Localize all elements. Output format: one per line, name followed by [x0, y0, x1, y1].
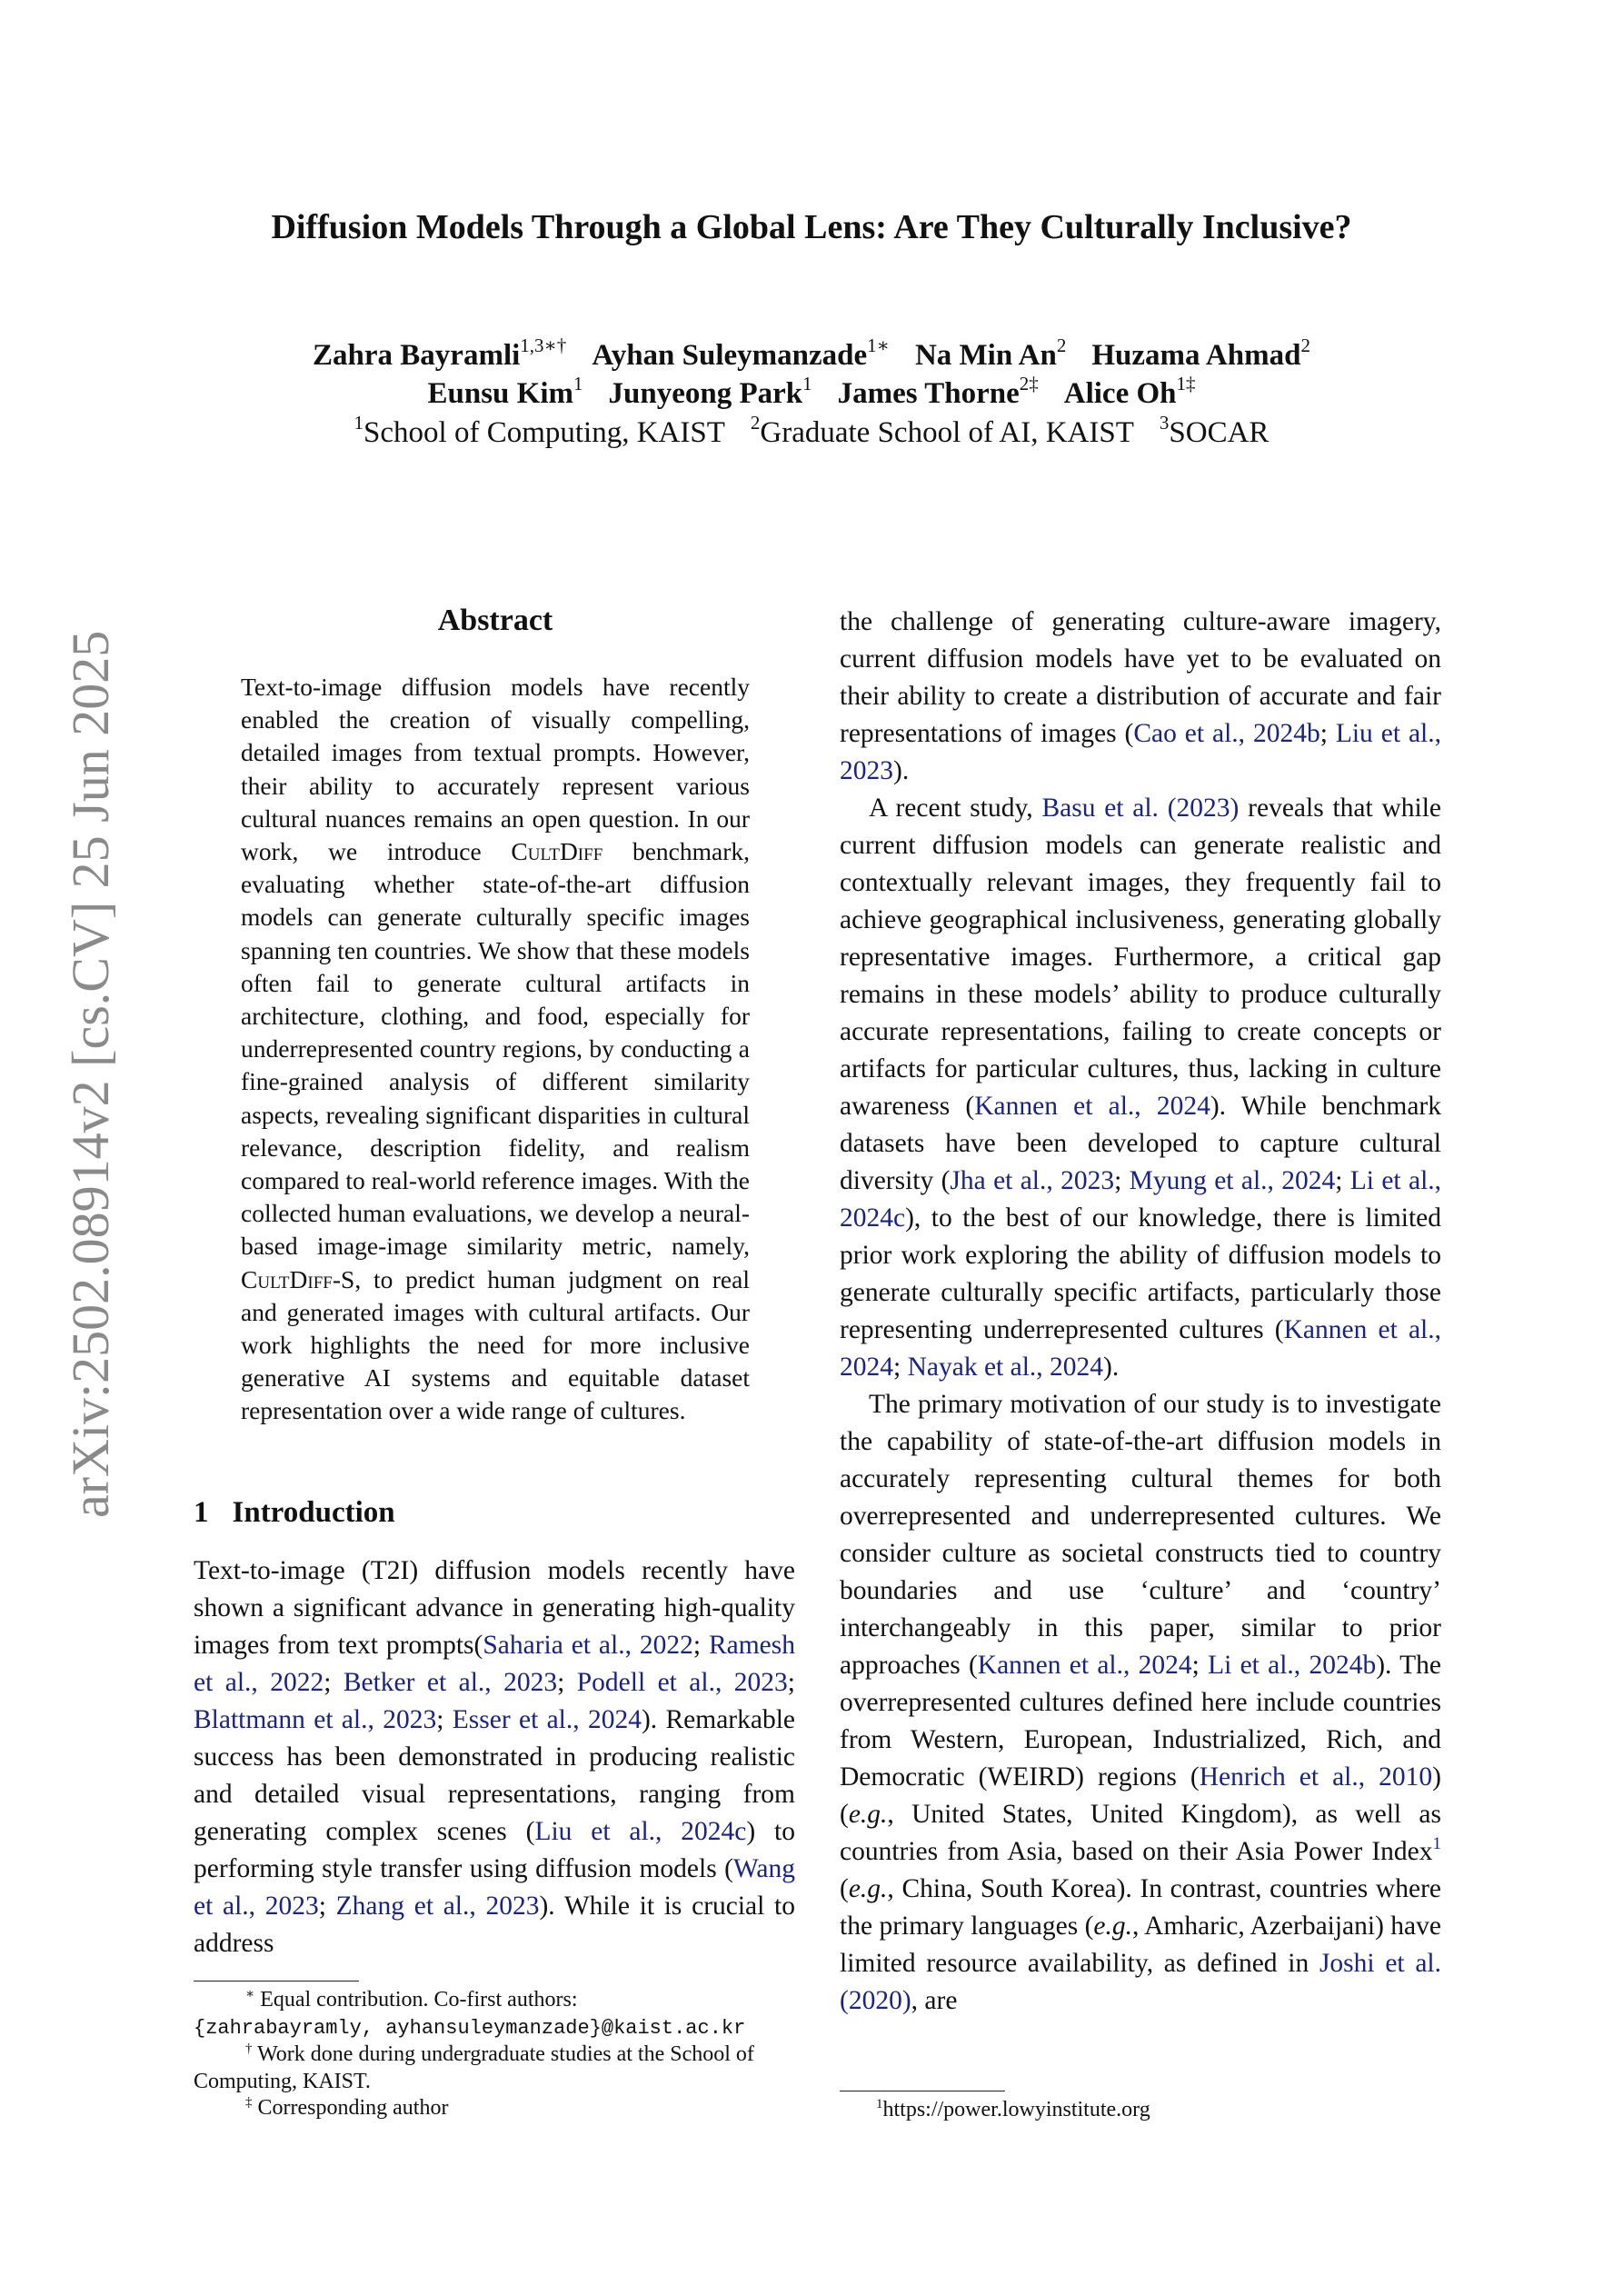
citation-link[interactable]: Myung et al., 2024 [1129, 1166, 1336, 1195]
footnote-url [876, 2098, 1150, 2122]
citation-link[interactable]: Li et al., 2024c [840, 1166, 1442, 1233]
author-emails: {zahrabayramly, ayhansuleymanzade}@kaist.ac.kr [194, 2016, 746, 2040]
body-text: ). While benchmark datasets have been developed to capture cultural diversity ( [840, 1092, 1441, 1195]
citation-link[interactable]: Liu et al., 2023 [840, 719, 1441, 785]
citation-link[interactable]: Betker et al., 2023 [343, 1668, 558, 1697]
citation-link[interactable]: Esser et al., 2024 [452, 1705, 642, 1734]
italic-eg: e.g. [848, 1800, 888, 1829]
citation-link[interactable]: Kannen et al., 2024 [977, 1651, 1192, 1680]
footnote-email [194, 2014, 795, 2042]
body-text: ( [840, 1874, 849, 1903]
affiliation-marker: 1 [353, 412, 364, 434]
body-text: ). While it is crucial to address [194, 1892, 795, 1958]
citation-link[interactable]: Joshi et al. [1319, 1949, 1441, 1978]
body-text: ). The overrepresented cultures defined here include countries from Western, European, Industrialized, Rich, and Democratic (WEIRD) regions ( [840, 1651, 1441, 1792]
citation-link[interactable]: Henrich et al., 2010 [1199, 1762, 1433, 1792]
citation-link[interactable]: Podell et al., 2023 [576, 1668, 788, 1697]
body-text: Text-to-image (T2I) diffusion models recently have shown a significant advance in generating high-quality images from text prompts( [194, 1556, 795, 1660]
body-text: A recent study, [869, 794, 1042, 823]
italic-eg: e.g. [1093, 1912, 1132, 1941]
author-marker: 2‡ [1019, 373, 1039, 394]
affiliations [0, 414, 1623, 452]
citation-link[interactable]: Wang et al., 2023 [194, 1854, 795, 1921]
citation-link[interactable]: Nayak et al., 2024 [907, 1353, 1104, 1382]
affiliation: School of Computing, KAIST [363, 416, 725, 449]
footnote [194, 2041, 795, 2095]
citation-year[interactable]: (2023) [1167, 794, 1240, 823]
citation-link[interactable]: Kannen et al., 2024 [840, 1315, 1441, 1382]
footnote [194, 2095, 795, 2122]
body-text: the challenge of generating culture-aware imagery, current diffusion models have yet to be evaluated on their ability to create a distribution of accurate and fair representations of images ( [840, 607, 1441, 748]
abstract-fragment: , to predict human judgment on real and generated images with cultural artifacts. Our work highlights the need for more inclusive generative AI systems and equitable dataset representation over a wide range of cultures. [241, 1264, 750, 1425]
author-name: Na Min An [914, 339, 1057, 372]
footnote-text: Corresponding author [252, 2096, 449, 2120]
citation-link[interactable]: Blattmann et al., 2023 [194, 1705, 437, 1734]
author-marker: 1,3∗† [520, 334, 567, 356]
citation-link[interactable]: Liu et al., 2024c [534, 1817, 747, 1846]
author-marker: 1‡ [1176, 373, 1196, 394]
author-name: Eunsu Kim [427, 377, 573, 410]
footnote-marker: ∗ [245, 1987, 255, 2002]
abstract-heading: Abstract [437, 604, 553, 637]
author-name: Junyeong Park [608, 377, 803, 410]
author-marker: 2 [1300, 334, 1310, 356]
affiliation: Graduate School of AI, KAIST [760, 416, 1134, 449]
footnote-text: Work done during undergraduate studies at the School of Computing, KAIST. [194, 2042, 754, 2093]
body-text: , United States, United Kingdom), as well as countries from Asia, based on their Asia Power Index [840, 1800, 1441, 1866]
citation-link[interactable]: Basu et al. [1041, 794, 1159, 823]
abstract-fragment: Text-to-image diffusion models have recently enabled the creation of visually compelling, detailed images from textual prompts. However, their ability to accurately represent various cultural nuances remains an open question. In our work, we introduce [241, 673, 750, 866]
author-marker: 1 [802, 373, 812, 394]
body-text: , China, South Korea). In contrast, countries where the primary languages ( [840, 1874, 1441, 1941]
citation-link[interactable]: Saharia et al., 2022 [483, 1631, 693, 1660]
paragraph: A recent study, Basu et al. (2023) reveals that while current diffusion models can generate realistic and contextually relevant images, they frequently fail to achieve geographical inclusiveness, generating globally representative images. Furthermore, a critical gap remains in these models’ ability to produce culturally accurate representations, failing to create concepts or artifacts for particular cultures, thus, lacking in culture awareness (Kannen et al., 2024). While benchmark datasets have been developed to capture cultural diversity (Jha et al., 2023; Myung et al., 2024; Li et al., 2024c), to the best of our knowledge, there is limited prior work exploring the ability of diffusion models to generate culturally specific artifacts, particularly those representing underrepresented cultures (Kannen et al., 2024; Nayak et al., 2024). [840, 794, 1442, 1382]
author-name: Huzama Ahmad [1091, 339, 1301, 372]
paper-title: Diffusion Models Through a Global Lens: Are They Culturally Inclusive? [271, 208, 1352, 246]
author-marker: 1 [573, 373, 583, 394]
citation-link[interactable]: Ramesh et al., 2022 [194, 1631, 795, 1697]
introduction-paragraph: Text-to-image (T2I) diffusion models recently have shown a significant advance in generating high-quality images from text prompts(Saharia et al., 2022; Ramesh et al., 2022; Betker et al., 2023; Podell et al., 2023; Blattmann et al., 2023; Esser et al., 2024). Remarkable success has been demonstrated in producing realistic and detailed visual representations, ranging from generating complex scenes (Liu et al., 2024c) to performing style transfer using diffusion models (Wang et al., 2023; Zhang et al., 2023). While it is crucial to address [194, 1556, 796, 1958]
body-text: ). Remarkable success has been demonstrated in producing realistic and detailed visual representations, ranging from generating complex scenes ( [194, 1705, 796, 1846]
section-heading-introduction [194, 1496, 395, 1530]
footnote-marker: 1 [876, 2097, 883, 2111]
footnote-marker: ‡ [245, 2095, 253, 2110]
body-text: , are [911, 1986, 958, 2015]
footnotes [194, 1987, 795, 2122]
author-marker: 2 [1056, 334, 1067, 356]
footnote [194, 1987, 795, 2014]
citation-link[interactable]: Kannen et al., 2024 [974, 1092, 1210, 1121]
body-text: The primary motivation of our study is to investigate the capability of state-of-the-art diffusion models in accurately representing cultural themes for both overrepresented and underrepresented cultures. We consider culture as societal constructs tied to country boundaries and use ‘culture’ and ‘country’ interchangeably in this paper, similar to prior approaches ( [840, 1390, 1441, 1680]
citation-year[interactable]: (2020) [840, 1986, 911, 2015]
affiliation: SOCAR [1169, 416, 1270, 449]
body-text: , Amharic, Azerbaijani) have limited resource availability, as defined in [840, 1912, 1441, 1978]
affiliation-marker: 2 [750, 412, 761, 434]
author-name: Alice Oh [1063, 377, 1177, 410]
paragraph: The primary motivation of our study is to investigate the capability of state-of-the-art diffusion models in accurately representing cultural themes for both overrepresented and underrepresented cultures. We consider culture as societal constructs tied to country boundaries and use ‘culture’ and ‘country’ interchangeably in this paper, similar to prior approaches (Kannen et al., 2024; Li et al., 2024b). The overrepresented cultures defined here include countries from Western, European, Industrialized, Rich, and Democratic (WEIRD) regions (Henrich et al., 2010) (e.g., United States, United Kingdom), as well as countries from Asia, based on their Asia Power Index$^1$ (e.g., China, South Korea). In contrast, countries where the primary languages (e.g., Amharic, Azerbaijani) have limited resource availability, as defined in Joshi et al. (2020), are [840, 1390, 1441, 2015]
author-line-1 [0, 336, 1623, 374]
author-name: James Thorne [837, 377, 1020, 410]
body-text: ), to the best of our knowledge, there is limited prior work exploring the ability of diffusion models to generate culturally specific artifacts, particularly those representing underrepresented cultures ( [840, 1203, 1441, 1344]
author-line-2 [0, 374, 1623, 413]
footnote-link[interactable]: 1 [1432, 1834, 1441, 1853]
abstract-text [241, 671, 750, 1428]
body-text: ) to performing style transfer using diffusion models ( [194, 1817, 795, 1883]
benchmark-name: CultDiff [511, 837, 603, 866]
abstract-fragment: benchmark, evaluating whether state-of-the-art diffusion models can generate culturally specific images spanning ten countries. We show that these models often fail to generate cultural artifacts in architecture, clothing, and food, especially for underrepresented country regions, by conducting a fine-grained analysis of different similarity aspects, revealing significant disparities in cultural relevance, description fidelity, and realism compared to real-world reference images. With the collected human evaluations, we develop a neural-based image-image similarity metric, namely, [241, 837, 751, 1261]
body-text: ) ( [840, 1762, 1441, 1829]
section-number: 1 [194, 1496, 209, 1529]
citation-link[interactable]: Li et al., 2024b [1208, 1651, 1377, 1680]
arxiv-identifier: arXiv:2502.08914v2 [cs.CV] 25 Jun 2025 [61, 630, 120, 1518]
affiliation-marker: 3 [1159, 412, 1170, 434]
body-text: reveals that while current diffusion models can generate realistic and contextually relevant images, they frequently fail to achieve geographical inclusiveness, generating globally representative images. Furthermore, a critical gap remains in these models’ ability to produce culturally accurate representations, failing to create concepts or artifacts for particular cultures, thus, lacking in culture awareness ( [840, 794, 1441, 1121]
right-column-text [840, 604, 1441, 2020]
footnote-link-text[interactable]: https://power.lowyinstitute.org [882, 2098, 1150, 2121]
metric-name: CultDiff-S [241, 1264, 355, 1293]
citation-link[interactable]: Zhang et al., 2023 [335, 1892, 540, 1921]
author-marker: 1∗ [867, 334, 890, 356]
footnote-divider [194, 1981, 359, 1982]
italic-eg: e.g. [848, 1874, 888, 1903]
footnote-text: Equal contribution. Co-first authors: [254, 1988, 578, 2011]
author-name: Zahra Bayramli [313, 339, 521, 372]
footnote-marker: † [245, 2041, 253, 2056]
paragraph: the challenge of generating culture-aware imagery, current diffusion models have yet to be evaluated on their ability to create a distribution of accurate and fair representations of images (Cao et al., 2024b; Liu et al., 2023). [840, 607, 1441, 785]
author-name: Ayhan Suleymanzade [592, 339, 868, 372]
citation-link[interactable]: Cao et al., 2024b [1133, 719, 1320, 748]
section-title: Introduction [232, 1496, 395, 1529]
citation-link[interactable]: Jha et al., 2023 [950, 1166, 1115, 1195]
